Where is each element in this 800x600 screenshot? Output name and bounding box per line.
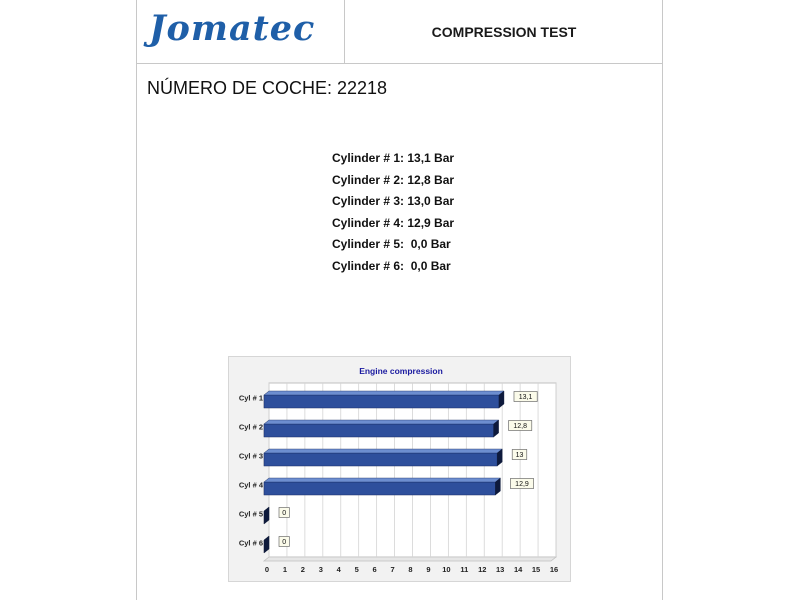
cylinder-reading: Cylinder # 2: 12,8 Bar (332, 172, 455, 187)
cylinder-reading: Cylinder # 6: 0,0 Bar (332, 258, 451, 273)
data-label: 12,9 (515, 481, 529, 489)
x-tick-label: 13 (496, 565, 505, 574)
data-label: 0 (282, 539, 287, 547)
x-tick-label: 6 (372, 565, 377, 574)
compression-chart (228, 356, 571, 582)
x-tick-label: 10 (442, 565, 451, 574)
bar-top (264, 478, 500, 482)
x-tick-label: 11 (460, 565, 469, 574)
x-tick-label: 12 (478, 565, 487, 574)
bar-top (264, 449, 502, 453)
bar (264, 395, 499, 408)
x-tick-label: 9 (426, 565, 431, 574)
bar (264, 424, 494, 437)
bar-top (264, 391, 504, 395)
x-tick-label: 5 (354, 565, 359, 574)
x-tick-label: 2 (300, 565, 305, 574)
car-number: NÚMERO DE COCHE: 22218 (147, 78, 388, 98)
bar-end (264, 536, 269, 553)
x-tick-label: 1 (282, 565, 288, 574)
y-tick-label: Cyl # 6 (238, 538, 263, 548)
bar-top (264, 420, 499, 424)
plot-floor (264, 557, 556, 561)
x-tick-label: 8 (408, 565, 413, 574)
data-label: 12,8 (513, 423, 528, 431)
x-tick-label: 3 (318, 565, 323, 574)
y-tick-label: Cyl # 4 (238, 480, 263, 490)
report-title: COMPRESSION TEST (431, 23, 577, 40)
x-tick-label: 14 (513, 565, 523, 574)
bar (264, 453, 497, 466)
x-tick-label: 0 (264, 565, 270, 574)
cylinder-reading: Cylinder # 1: 13,1 Bar (332, 151, 455, 165)
cylinder-readings (332, 148, 454, 278)
y-tick-label: Cyl # 3 (238, 451, 263, 461)
bar (264, 482, 495, 495)
data-label: 0 (282, 510, 287, 518)
x-tick-label: 7 (390, 565, 395, 574)
logo-cell (137, 0, 345, 63)
compression-chart-svg (229, 357, 572, 583)
report-header (137, 0, 662, 64)
data-label: 13,1 (518, 394, 533, 402)
bar-end (264, 507, 269, 524)
report-page (136, 0, 663, 600)
cylinder-reading: Cylinder # 3: 13,0 Bar (332, 194, 455, 209)
x-tick-label: 16 (549, 565, 559, 574)
cylinder-reading: Cylinder # 5: 0,0 Bar (332, 237, 451, 252)
chart-title: Engine compression (359, 366, 443, 376)
cylinder-reading: Cylinder # 4: 12,9 Bar (332, 215, 455, 230)
x-tick-label: 15 (531, 565, 541, 574)
y-tick-label: Cyl # 2 (238, 422, 263, 432)
x-tick-label: 4 (336, 565, 341, 574)
y-tick-label: Cyl # 1 (238, 393, 263, 403)
brand-logo: Jomatec (149, 8, 316, 49)
data-label: 13 (515, 452, 524, 460)
y-tick-label: Cyl # 5 (238, 509, 263, 519)
